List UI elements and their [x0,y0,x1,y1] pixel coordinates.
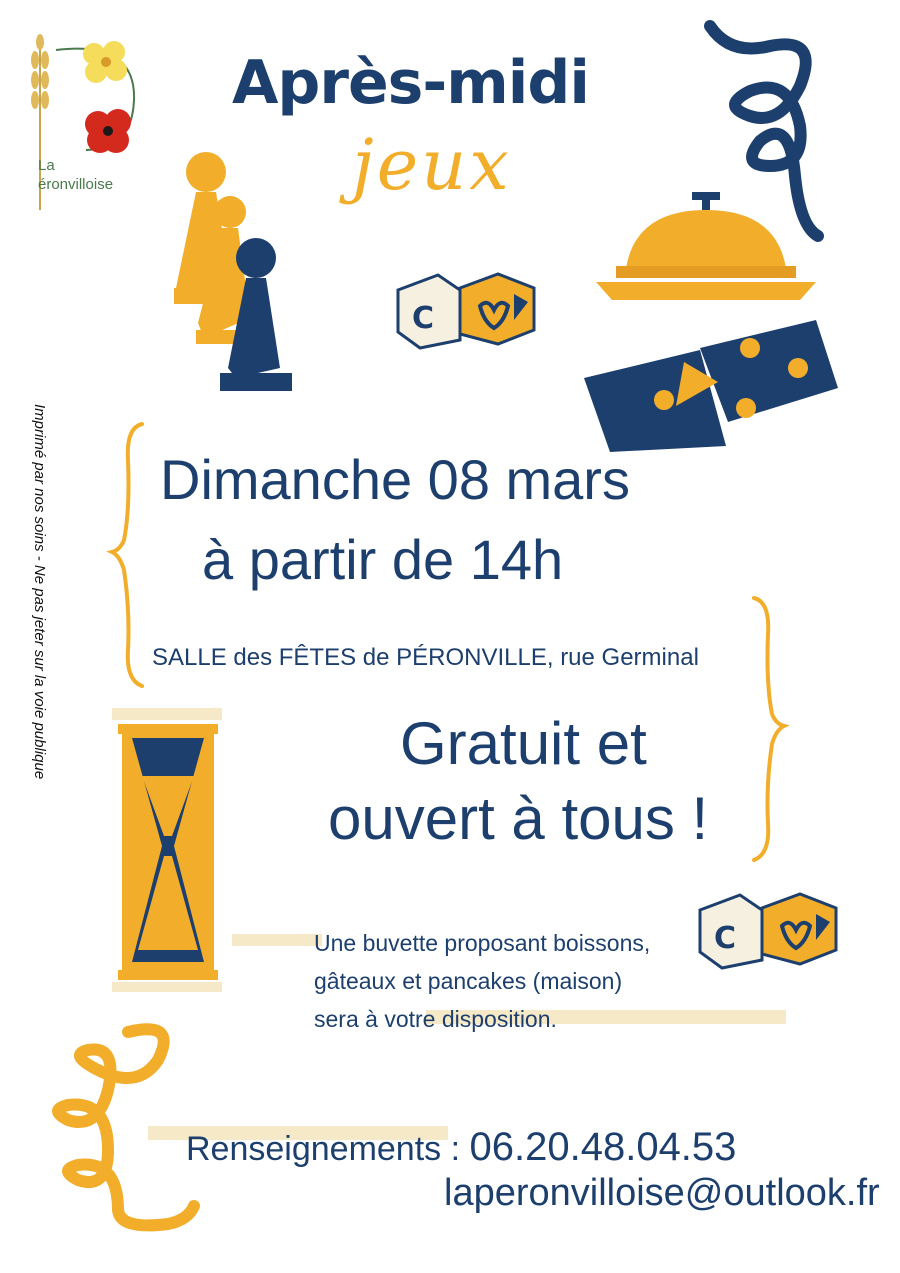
yellow-flower-icon [83,41,127,83]
dice-icon [398,270,538,350]
logo-text [38,156,113,194]
contact-email[interactable]: laperonvilloise@outlook.fr [444,1172,880,1214]
buvette-line-2: gâteaux et pancakes (maison) [314,968,623,994]
svg-text:C: C [412,301,435,336]
svg-text:C: C [714,921,737,956]
highlight-stroke [232,934,322,946]
logo-line-2: éronvilloise [38,176,114,193]
domino-icon [580,318,840,458]
hourglass-icon [108,706,228,996]
free-line-1: Gratuit et [400,710,647,777]
event-date: Dimanche 08 mars [160,448,630,511]
title: Après-midi [232,48,589,118]
red-poppy-icon [85,109,131,153]
logo-mark [26,30,166,240]
logo-line-1: La [38,157,55,174]
buvette-line-1: Une buvette proposant boissons, [314,930,651,956]
buvette-info [314,924,650,1038]
right-brace [748,594,788,864]
subtitle: jeux [352,124,512,206]
side-note: Imprimé par nos soins - Ne pas jeter sur la voie publique [31,404,48,780]
contact-phone[interactable]: 06.20.48.04.53 [469,1125,737,1169]
event-venue: SALLE des FÊTES de PÉRONVILLE, rue Germinal [152,644,699,671]
dice-icon-bottom [700,890,840,970]
pawn-icon [160,148,310,408]
swirl-icon-bottom [38,1010,198,1240]
contact-label: Renseignements : [186,1130,461,1168]
buvette-line-3: sera à votre disposition. [314,1006,557,1032]
free-line-2: ouvert à tous ! [328,785,709,852]
event-time: à partir de 14h [202,528,564,591]
left-brace [108,420,148,690]
bell-icon [596,190,816,310]
